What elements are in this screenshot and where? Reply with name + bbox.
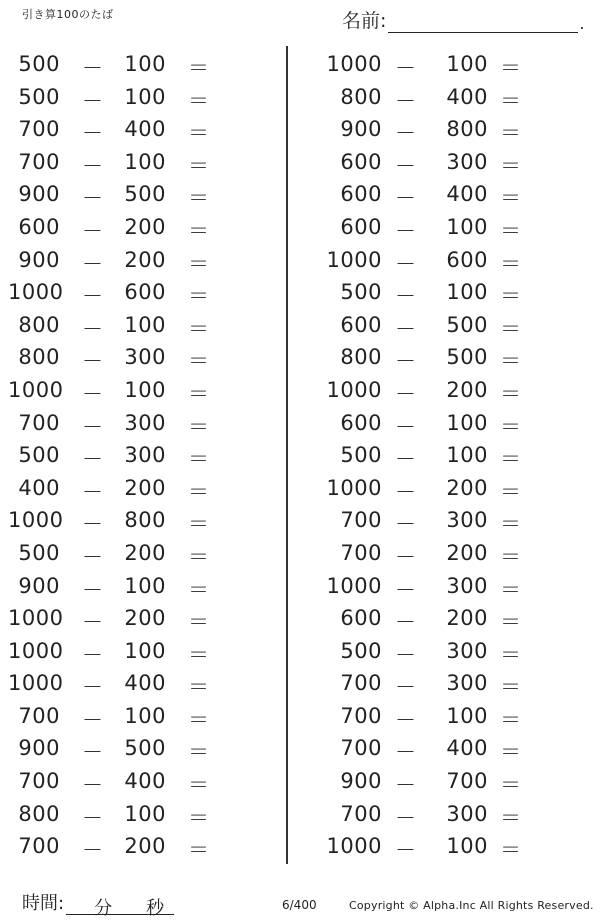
minuend: 600 <box>340 410 382 435</box>
subtrahend: 100 <box>124 703 166 728</box>
minuend: 600 <box>340 214 382 239</box>
minuend: 1000 <box>8 377 64 402</box>
minuend: 800 <box>340 84 382 109</box>
minuend: 1000 <box>8 606 64 631</box>
equals-sign: ＝ <box>500 56 522 80</box>
subtrahend: 200 <box>446 606 488 631</box>
equals-sign: ＝ <box>500 349 522 374</box>
minus-sign: － <box>82 56 104 80</box>
equals-sign: ＝ <box>188 707 210 732</box>
subtrahend: 700 <box>446 769 488 794</box>
time-label: 時間: <box>22 893 65 914</box>
minus-sign: － <box>395 740 417 765</box>
equals-sign: ＝ <box>188 218 210 243</box>
minuend: 700 <box>18 769 60 794</box>
minus-sign: － <box>82 284 104 309</box>
subtrahend: 200 <box>446 475 488 500</box>
minuend: 700 <box>18 410 60 435</box>
equals-sign: ＝ <box>188 740 210 765</box>
minus-sign: － <box>82 381 104 406</box>
equals-sign: ＝ <box>188 284 210 309</box>
minuend: 1000 <box>326 475 382 500</box>
subtrahend: 100 <box>446 280 488 305</box>
minuend: 700 <box>340 801 382 826</box>
minus-sign: － <box>82 577 104 602</box>
equals-sign: ＝ <box>188 512 210 537</box>
minus-sign: － <box>395 512 417 537</box>
minus-sign: － <box>82 707 104 732</box>
minuend: 800 <box>340 345 382 370</box>
minuend: 700 <box>340 540 382 565</box>
equals-sign: ＝ <box>500 577 522 602</box>
minuend: 600 <box>340 182 382 207</box>
subtrahend: 200 <box>124 606 166 631</box>
equals-sign: ＝ <box>500 153 522 178</box>
equals-sign: ＝ <box>188 121 210 146</box>
equals-sign: ＝ <box>188 349 210 374</box>
minus-sign: － <box>395 88 417 113</box>
subtrahend: 100 <box>446 703 488 728</box>
subtrahend: 100 <box>124 52 166 76</box>
subtrahend: 200 <box>124 214 166 239</box>
minus-sign: － <box>82 642 104 667</box>
equals-sign: ＝ <box>188 773 210 798</box>
minuend: 900 <box>18 736 60 761</box>
subtrahend: 200 <box>124 834 166 859</box>
equals-sign: ＝ <box>500 773 522 798</box>
equals-sign: ＝ <box>188 479 210 504</box>
equals-sign: ＝ <box>188 577 210 602</box>
subtrahend: 100 <box>446 410 488 435</box>
subtrahend: 300 <box>446 508 488 533</box>
name-end-mark: . <box>579 14 585 33</box>
subtrahend: 400 <box>124 117 166 142</box>
minus-sign: － <box>82 675 104 700</box>
equals-sign: ＝ <box>500 805 522 830</box>
minus-sign: － <box>82 838 104 863</box>
minuend: 500 <box>18 52 60 76</box>
minus-sign: － <box>395 544 417 569</box>
minuend: 600 <box>18 214 60 239</box>
subtrahend: 300 <box>124 443 166 468</box>
name-field <box>342 6 585 33</box>
minuend: 500 <box>18 443 60 468</box>
minuend: 800 <box>18 345 60 370</box>
minuend: 1000 <box>326 247 382 272</box>
subtrahend: 400 <box>124 769 166 794</box>
minuend: 1000 <box>8 671 64 696</box>
equals-sign: ＝ <box>500 284 522 309</box>
equals-sign: ＝ <box>500 675 522 700</box>
equals-sign: ＝ <box>188 88 210 113</box>
minus-sign: － <box>395 838 417 863</box>
equals-sign: ＝ <box>500 218 522 243</box>
subtrahend: 200 <box>124 540 166 565</box>
minus-sign: － <box>395 121 417 146</box>
minuend: 1000 <box>8 638 64 663</box>
subtrahend: 100 <box>446 443 488 468</box>
equals-sign: ＝ <box>188 610 210 635</box>
minus-sign: － <box>395 251 417 276</box>
equals-sign: ＝ <box>500 381 522 406</box>
equals-sign: ＝ <box>188 838 210 863</box>
subtrahend: 300 <box>446 638 488 663</box>
equals-sign: ＝ <box>500 512 522 537</box>
minuend: 700 <box>340 703 382 728</box>
subtrahend: 100 <box>124 312 166 337</box>
minus-sign: － <box>395 56 417 80</box>
minus-sign: － <box>82 610 104 635</box>
equals-sign: ＝ <box>188 642 210 667</box>
subtrahend: 100 <box>124 801 166 826</box>
subtrahend: 500 <box>124 182 166 207</box>
minus-sign: － <box>82 121 104 146</box>
minuend: 1000 <box>326 52 382 76</box>
minus-sign: － <box>395 642 417 667</box>
minutes-label: 分 <box>94 898 113 919</box>
equals-sign: ＝ <box>188 186 210 211</box>
equals-sign: ＝ <box>500 251 522 276</box>
minus-sign: － <box>395 349 417 374</box>
minuend: 600 <box>340 312 382 337</box>
name-label: 名前: <box>342 10 387 32</box>
minus-sign: － <box>82 544 104 569</box>
equals-sign: ＝ <box>500 316 522 341</box>
minus-sign: － <box>82 316 104 341</box>
equals-sign: ＝ <box>500 740 522 765</box>
minus-sign: － <box>82 740 104 765</box>
equals-sign: ＝ <box>500 707 522 732</box>
equals-sign: ＝ <box>500 479 522 504</box>
minus-sign: － <box>395 414 417 439</box>
minuend: 900 <box>18 247 60 272</box>
subtrahend: 200 <box>446 540 488 565</box>
subtrahend: 300 <box>446 801 488 826</box>
equals-sign: ＝ <box>188 414 210 439</box>
minuend: 500 <box>340 280 382 305</box>
minuend: 700 <box>18 834 60 859</box>
minus-sign: － <box>82 186 104 211</box>
subtrahend: 200 <box>446 377 488 402</box>
seconds-label: 秒 <box>146 898 165 919</box>
subtrahend: 300 <box>124 410 166 435</box>
minuend: 700 <box>18 117 60 142</box>
minus-sign: － <box>82 88 104 113</box>
equals-sign: ＝ <box>500 610 522 635</box>
minus-sign: － <box>82 251 104 276</box>
minus-sign: － <box>395 218 417 243</box>
subtrahend: 300 <box>446 149 488 174</box>
minus-sign: － <box>82 447 104 472</box>
equals-sign: ＝ <box>188 544 210 569</box>
minus-sign: － <box>395 805 417 830</box>
minus-sign: － <box>395 773 417 798</box>
minus-sign: － <box>395 381 417 406</box>
minuend: 1000 <box>8 280 64 305</box>
worksheet-title: 引き算100のたば <box>22 8 114 21</box>
subtrahend: 400 <box>446 736 488 761</box>
equals-sign: ＝ <box>188 316 210 341</box>
equals-sign: ＝ <box>188 251 210 276</box>
minus-sign: － <box>82 414 104 439</box>
minus-sign: － <box>82 512 104 537</box>
minuend: 600 <box>340 149 382 174</box>
minuend: 500 <box>340 638 382 663</box>
minuend: 900 <box>18 182 60 207</box>
minuend: 1000 <box>326 834 382 859</box>
subtrahend: 100 <box>124 84 166 109</box>
subtrahend: 300 <box>446 671 488 696</box>
name-blank[interactable] <box>388 12 578 33</box>
subtrahend: 400 <box>446 84 488 109</box>
minus-sign: － <box>395 447 417 472</box>
subtrahend: 100 <box>124 377 166 402</box>
minuend: 500 <box>18 540 60 565</box>
subtrahend: 800 <box>124 508 166 533</box>
page-number: 6/400 <box>282 898 317 912</box>
minuend: 900 <box>340 769 382 794</box>
column-divider <box>286 46 288 864</box>
minuend: 900 <box>18 573 60 598</box>
equals-sign: ＝ <box>500 414 522 439</box>
minuend: 800 <box>18 801 60 826</box>
minuend: 500 <box>340 443 382 468</box>
subtrahend: 100 <box>124 149 166 174</box>
equals-sign: ＝ <box>500 88 522 113</box>
time-field <box>22 889 174 919</box>
subtrahend: 500 <box>124 736 166 761</box>
subtrahend: 100 <box>446 52 488 76</box>
time-blank[interactable] <box>66 894 174 919</box>
subtrahend: 500 <box>446 345 488 370</box>
equals-sign: ＝ <box>188 153 210 178</box>
equals-sign: ＝ <box>500 544 522 569</box>
copyright-notice: Copyright © Alpha.Inc All Rights Reserved. <box>349 899 594 912</box>
minuend: 900 <box>340 117 382 142</box>
equals-sign: ＝ <box>188 805 210 830</box>
equals-sign: ＝ <box>500 447 522 472</box>
equals-sign: ＝ <box>188 447 210 472</box>
minuend: 1000 <box>8 508 64 533</box>
minus-sign: － <box>395 675 417 700</box>
minuend: 600 <box>340 606 382 631</box>
equals-sign: ＝ <box>500 838 522 863</box>
minus-sign: － <box>395 577 417 602</box>
subtrahend: 600 <box>446 247 488 272</box>
minus-sign: － <box>82 218 104 243</box>
equals-sign: ＝ <box>188 675 210 700</box>
subtrahend: 100 <box>124 638 166 663</box>
subtrahend: 500 <box>446 312 488 337</box>
equals-sign: ＝ <box>500 121 522 146</box>
minuend: 1000 <box>326 573 382 598</box>
minus-sign: － <box>395 316 417 341</box>
minus-sign: － <box>395 707 417 732</box>
equals-sign: ＝ <box>188 381 210 406</box>
subtrahend: 400 <box>124 671 166 696</box>
minuend: 800 <box>18 312 60 337</box>
minus-sign: － <box>82 773 104 798</box>
minuend: 1000 <box>326 377 382 402</box>
equals-sign: ＝ <box>188 56 210 80</box>
subtrahend: 300 <box>124 345 166 370</box>
minus-sign: － <box>395 284 417 309</box>
subtrahend: 400 <box>446 182 488 207</box>
subtrahend: 300 <box>446 573 488 598</box>
minuend: 500 <box>18 84 60 109</box>
minus-sign: － <box>82 153 104 178</box>
minuend: 700 <box>340 671 382 696</box>
minus-sign: － <box>395 610 417 635</box>
subtrahend: 200 <box>124 475 166 500</box>
subtrahend: 100 <box>124 573 166 598</box>
minuend: 700 <box>340 508 382 533</box>
equals-sign: ＝ <box>500 642 522 667</box>
subtrahend: 800 <box>446 117 488 142</box>
minus-sign: － <box>395 186 417 211</box>
minuend: 400 <box>18 475 60 500</box>
minuend: 700 <box>18 703 60 728</box>
subtrahend: 100 <box>446 214 488 239</box>
subtrahend: 100 <box>446 834 488 859</box>
minus-sign: － <box>395 153 417 178</box>
subtrahend: 200 <box>124 247 166 272</box>
minus-sign: － <box>82 479 104 504</box>
minus-sign: － <box>82 349 104 374</box>
minus-sign: － <box>82 805 104 830</box>
minuend: 700 <box>18 149 60 174</box>
minuend: 700 <box>340 736 382 761</box>
subtrahend: 600 <box>124 280 166 305</box>
equals-sign: ＝ <box>500 186 522 211</box>
minus-sign: － <box>395 479 417 504</box>
